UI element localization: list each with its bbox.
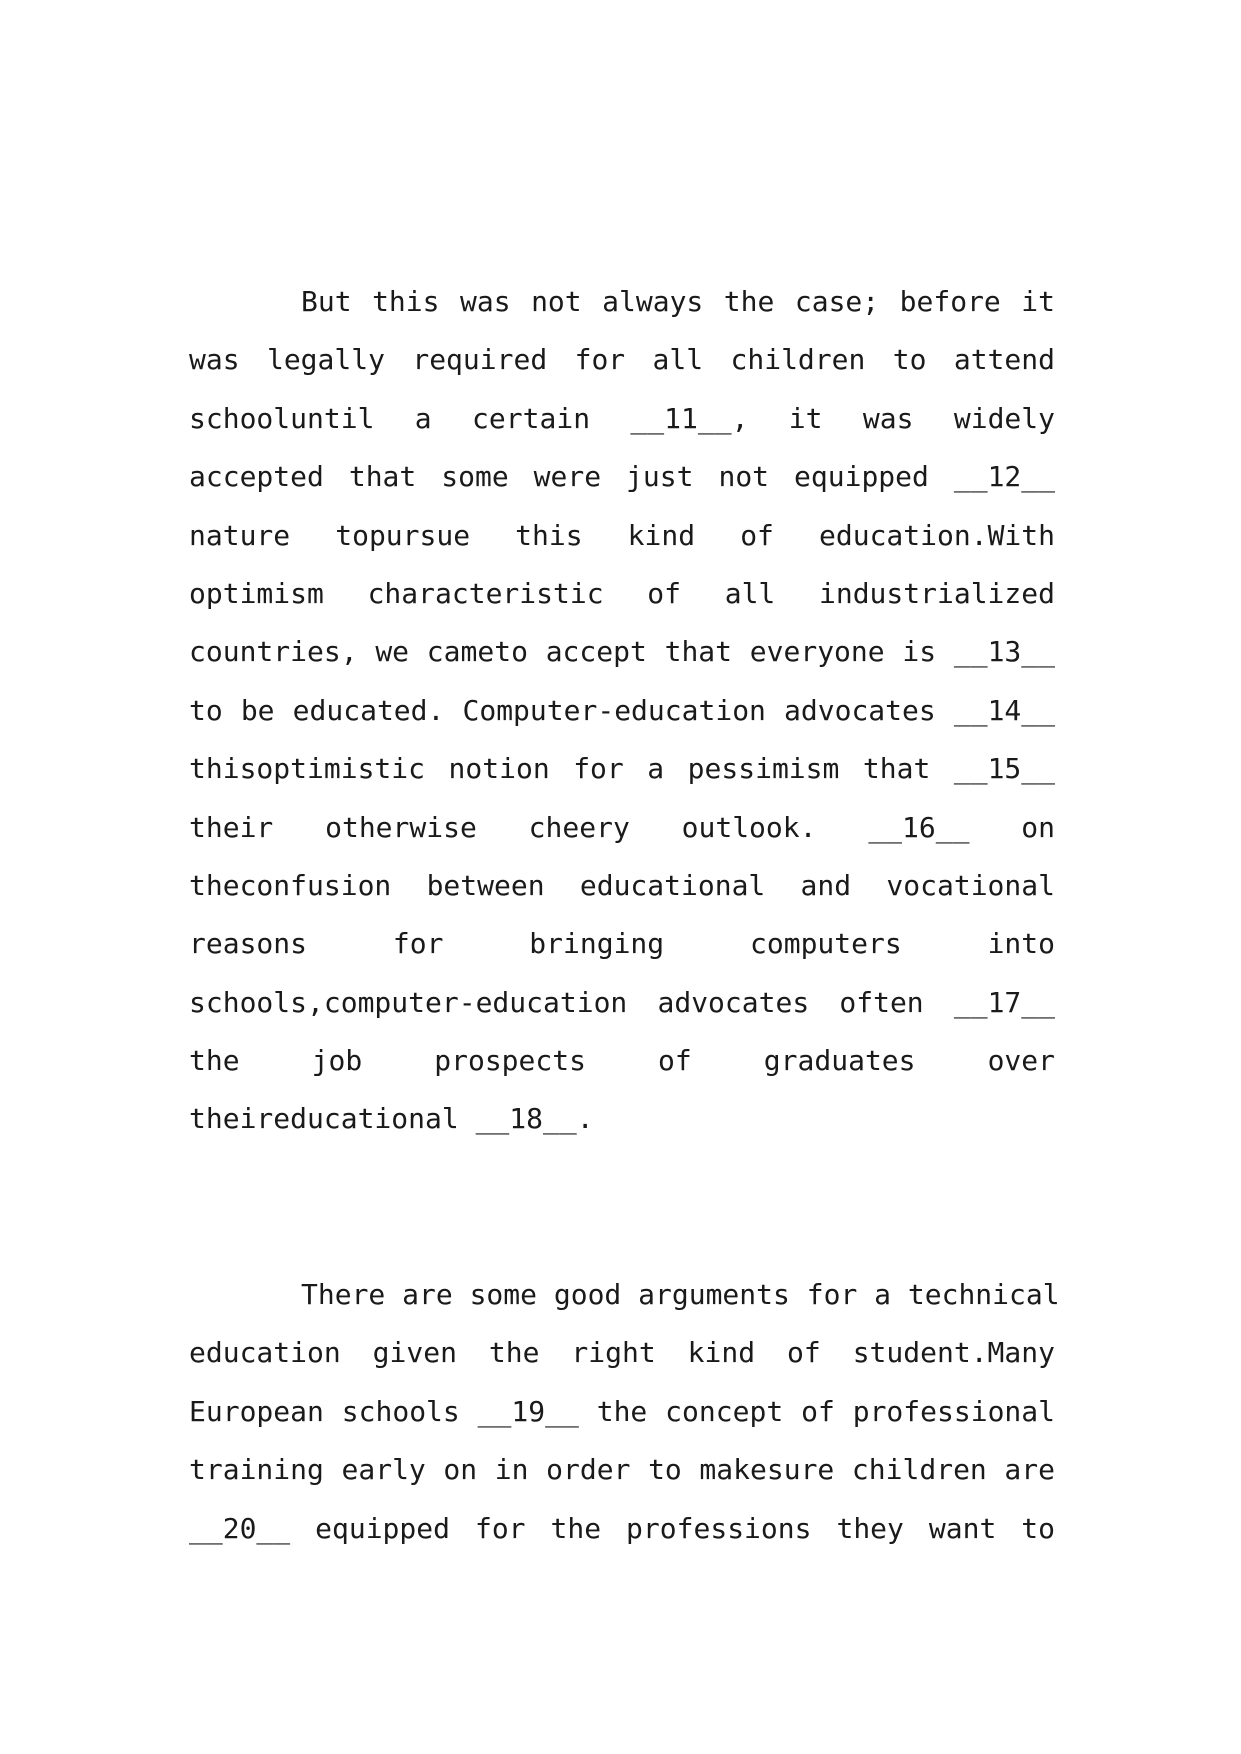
paragraph-line: training early on in order to makesure children are — [189, 1453, 1055, 1487]
paragraph-line: thisoptimistic notion for a pessimism that __15__ — [189, 752, 1055, 786]
paragraph-line: theconfusion between educational and vocational — [189, 868, 1055, 902]
paragraph-line: schools,computer-education advocates often __17__ — [189, 985, 1055, 1019]
paragraph-line: There are some good arguments for a technical — [301, 1278, 1060, 1311]
paragraph-line: theireducational __18__. — [189, 1102, 594, 1136]
paragraph-line: But this was not always the case; before it — [301, 285, 1055, 318]
paragraph-line: schooluntil a certain __11__, it was widely — [189, 401, 1055, 435]
paragraph-line: their otherwise cheery outlook. __16__ on — [189, 810, 1055, 844]
paragraph-line: __20__ equipped for the professions they want to — [189, 1511, 1055, 1545]
paragraph-line: was legally required for all children to attend — [189, 343, 1055, 377]
paragraph-line: reasons for bringing computers into — [189, 927, 1055, 961]
paragraph-line: European schools __19__ the concept of professional — [189, 1394, 1055, 1428]
paragraph-2 — [189, 1266, 1060, 1558]
paragraph-1 — [189, 273, 1055, 1149]
paragraph-line: to be educated. Computer-education advocates __14__ — [189, 693, 1055, 727]
paragraph-line: the job prospects of graduates over — [189, 1044, 1055, 1078]
paragraph-line: accepted that some were just not equipped __12__ — [189, 460, 1055, 494]
paragraph-line: education given the right kind of student.Many — [189, 1336, 1055, 1370]
paragraph-line: countries, we cameto accept that everyone is __13__ — [189, 635, 1055, 669]
paragraph-line: optimism characteristic of all industrialized — [189, 576, 1055, 610]
paragraph-line: nature topursue this kind of education.With — [189, 518, 1055, 552]
